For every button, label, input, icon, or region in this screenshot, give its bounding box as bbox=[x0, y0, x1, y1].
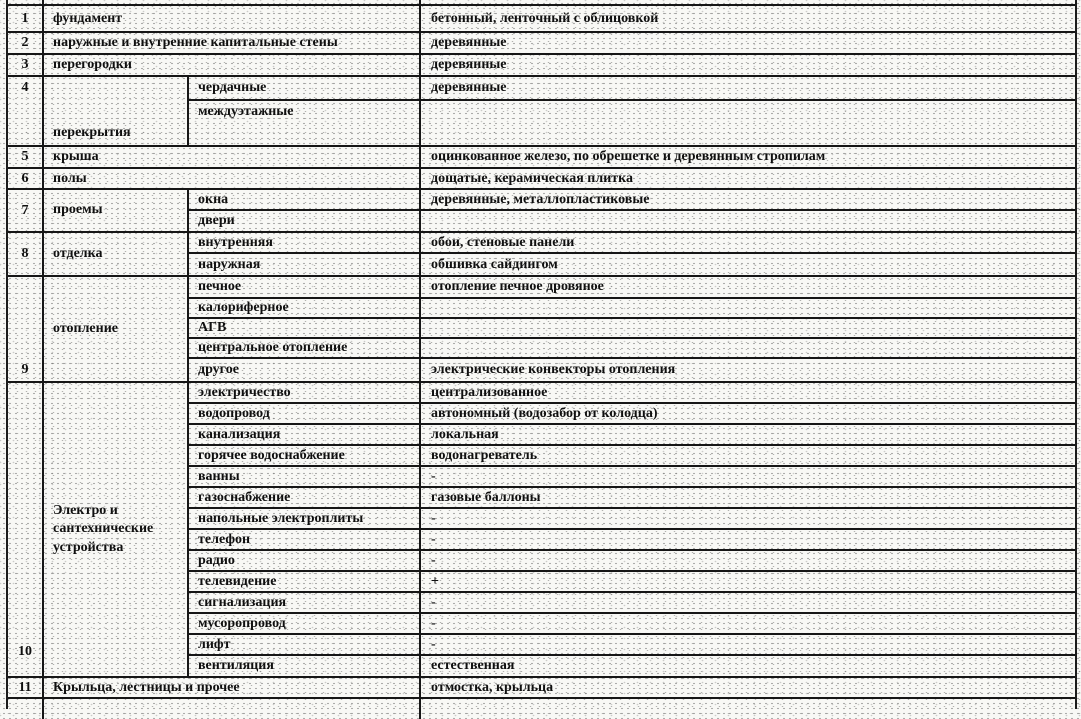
row-number-cell: 9 bbox=[8, 277, 44, 381]
value-cell: деревянные bbox=[431, 57, 507, 72]
value-cell: - bbox=[431, 468, 436, 484]
sub-row bbox=[189, 211, 1075, 231]
row-number-cell: 4 bbox=[8, 77, 44, 145]
sub-name-cell: наружная bbox=[189, 254, 421, 275]
table-row bbox=[8, 147, 1075, 169]
row-number-cell: 2 bbox=[8, 33, 44, 53]
sub-rows bbox=[189, 233, 1075, 275]
value-cell: локальная bbox=[431, 426, 499, 442]
sub-row bbox=[189, 425, 1075, 446]
group-name-cell: проемы bbox=[44, 190, 189, 231]
value-cell bbox=[421, 299, 1075, 317]
value-cell: деревянные bbox=[431, 80, 507, 95]
value-cell: - bbox=[431, 594, 436, 610]
name-cell bbox=[44, 0, 421, 4]
value-cell: + bbox=[431, 573, 439, 589]
value-cell: деревянные, металлопластиковые bbox=[431, 191, 650, 207]
value-cell bbox=[421, 211, 1075, 231]
scanned-table-page bbox=[6, 0, 1077, 709]
sub-row bbox=[189, 509, 1075, 530]
sub-rows bbox=[189, 277, 1075, 381]
value-cell: газовые баллоны bbox=[431, 489, 541, 505]
group-name-cell: отопление bbox=[44, 277, 189, 381]
value-cell bbox=[421, 0, 1075, 4]
sub-rows bbox=[189, 383, 1075, 676]
value-cell: деревянные bbox=[431, 35, 507, 50]
sub-name-cell: АГВ bbox=[189, 319, 421, 337]
sub-name-cell: электричество bbox=[189, 383, 421, 402]
sub-row bbox=[189, 488, 1075, 509]
name-cell: крыша bbox=[44, 147, 421, 167]
name-cell: полы bbox=[44, 169, 421, 188]
sub-row bbox=[189, 254, 1075, 275]
sub-row bbox=[189, 572, 1075, 593]
sub-name-cell: телевидение bbox=[189, 572, 421, 591]
sub-name-cell: горячее водоснабжение bbox=[189, 446, 421, 465]
row-number-cell: 5 bbox=[8, 147, 44, 167]
sub-row bbox=[189, 339, 1075, 359]
sub-name-cell: лифт bbox=[189, 635, 421, 654]
sub-name-cell: телефон bbox=[189, 530, 421, 549]
value-cell: - bbox=[431, 636, 436, 652]
sub-row bbox=[189, 635, 1075, 656]
sub-row bbox=[189, 190, 1075, 211]
sub-name-cell: радио bbox=[189, 551, 421, 570]
sub-name-cell: ванны bbox=[189, 467, 421, 486]
value-cell: обои, стеновые панели bbox=[431, 234, 575, 250]
sub-row bbox=[189, 299, 1075, 319]
value-cell: - bbox=[431, 552, 436, 568]
sub-row bbox=[189, 319, 1075, 339]
value-cell bbox=[421, 699, 1075, 719]
name-cell: фундамент bbox=[44, 6, 421, 31]
value-cell: - bbox=[431, 531, 436, 547]
sub-row bbox=[189, 593, 1075, 614]
row-number-cell: 3 bbox=[8, 55, 44, 75]
sub-name-cell: междуэтажные bbox=[189, 101, 421, 145]
table-row bbox=[8, 169, 1075, 190]
value-cell: - bbox=[431, 615, 436, 631]
table-row bbox=[8, 33, 1075, 55]
sub-row bbox=[189, 77, 1075, 101]
table-row-group bbox=[8, 77, 1075, 147]
value-cell: централизованное bbox=[431, 384, 548, 400]
value-cell: автономный (водозабор от колодца) bbox=[431, 405, 658, 421]
sub-name-cell: водопровод bbox=[189, 404, 421, 423]
sub-name-cell: вентиляция bbox=[189, 656, 421, 676]
sub-row bbox=[189, 101, 1075, 145]
sub-row bbox=[189, 656, 1075, 676]
sub-row bbox=[189, 404, 1075, 425]
name-cell: Крыльца, лестницы и прочее bbox=[44, 678, 421, 697]
table-row-group bbox=[8, 233, 1075, 277]
row-number-cell bbox=[8, 0, 44, 4]
value-cell: естественная bbox=[431, 658, 515, 673]
row-number-cell: 6 bbox=[8, 169, 44, 188]
sub-row bbox=[189, 551, 1075, 572]
sub-name-cell: чердачные bbox=[189, 77, 421, 99]
sub-name-cell: сигнализация bbox=[189, 593, 421, 612]
row-number-cell: 1 bbox=[8, 6, 44, 31]
sub-name-cell: другое bbox=[189, 359, 421, 381]
value-cell: отопление печное дровяное bbox=[431, 279, 604, 294]
sub-row bbox=[189, 614, 1075, 635]
row-number-cell: 8 bbox=[8, 233, 44, 275]
value-cell: отмостка, крыльца bbox=[431, 679, 554, 695]
group-name-cell: отделка bbox=[44, 233, 189, 275]
table-row-group bbox=[8, 190, 1075, 233]
row-number-cell: 7 bbox=[8, 190, 44, 231]
sub-row bbox=[189, 277, 1075, 299]
sub-name-cell: напольные электроплиты bbox=[189, 509, 421, 528]
value-cell: - bbox=[431, 510, 436, 526]
sub-name-cell: канализация bbox=[189, 425, 421, 444]
value-cell bbox=[421, 339, 1075, 357]
table-row-group bbox=[8, 277, 1075, 383]
sub-name-cell: двери bbox=[189, 211, 421, 231]
value-cell: обшивка сайдингом bbox=[431, 256, 558, 272]
sub-row bbox=[189, 530, 1075, 551]
row-number-cell bbox=[8, 699, 44, 719]
value-cell: бетонный, ленточный с облицовкой bbox=[431, 10, 659, 26]
name-cell bbox=[44, 699, 421, 719]
value-cell: дощатые, керамическая плитка bbox=[431, 170, 634, 186]
value-cell bbox=[421, 101, 1075, 145]
table-row bbox=[8, 6, 1075, 33]
value-cell: электрические конвекторы отопления bbox=[431, 362, 676, 377]
name-cell: наружные и внутренние капитальные стены bbox=[44, 33, 421, 53]
sub-name-cell: мусоропровод bbox=[189, 614, 421, 633]
row-number-cell: 10 bbox=[8, 383, 44, 676]
table-row bbox=[8, 55, 1075, 77]
sub-rows bbox=[189, 77, 1075, 145]
sub-name-cell: центральное отопление bbox=[189, 339, 421, 357]
empty-row bbox=[8, 699, 1075, 719]
sub-rows bbox=[189, 190, 1075, 231]
sub-row bbox=[189, 233, 1075, 254]
sub-row bbox=[189, 467, 1075, 488]
table-row bbox=[8, 678, 1075, 699]
row-number-cell: 11 bbox=[8, 678, 44, 697]
sub-row bbox=[189, 383, 1075, 404]
value-cell: оцинкованное железо, по обрешетке и деревянным стропилам bbox=[431, 149, 826, 164]
value-cell bbox=[421, 319, 1075, 337]
name-cell: перегородки bbox=[44, 55, 421, 75]
sub-row bbox=[189, 446, 1075, 467]
group-name-cell: Электро и сантехнические устройства bbox=[44, 383, 189, 676]
table-row-group bbox=[8, 383, 1075, 678]
sub-name-cell: калориферное bbox=[189, 299, 421, 317]
value-cell: водонагреватель bbox=[431, 447, 538, 463]
sub-name-cell: окна bbox=[189, 190, 421, 209]
sub-row bbox=[189, 359, 1075, 381]
sub-name-cell: печное bbox=[189, 277, 421, 297]
group-name-cell: перекрытия bbox=[44, 77, 189, 145]
sub-name-cell: внутренняя bbox=[189, 233, 421, 252]
sub-name-cell: газоснабжение bbox=[189, 488, 421, 507]
